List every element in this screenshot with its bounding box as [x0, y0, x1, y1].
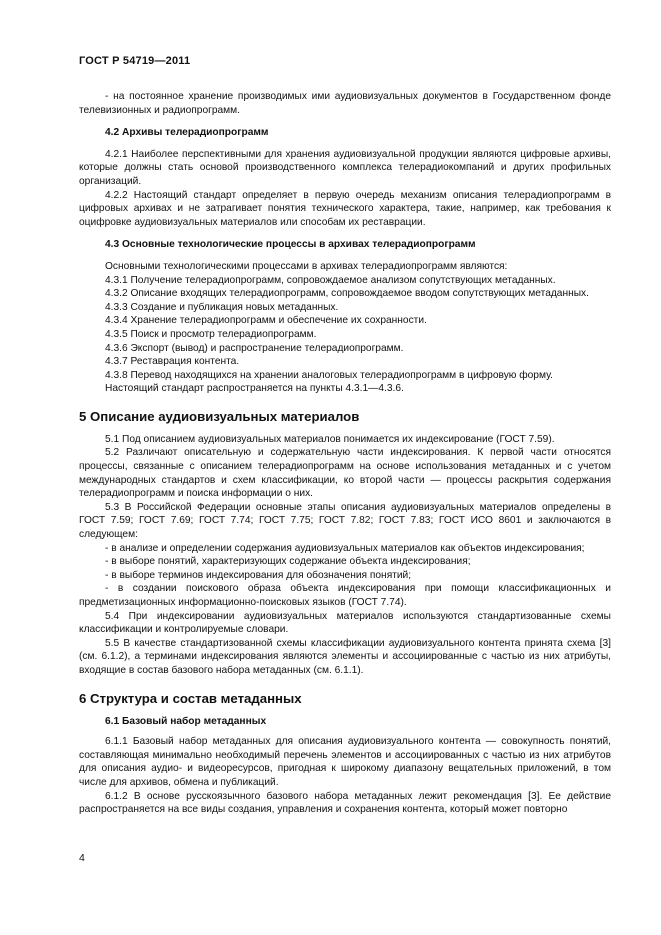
paragraph-4-3-3: 4.3.3 Создание и публикация новых метаданных. — [105, 301, 339, 313]
paragraph-4-2-1: 4.2.1 Наиболее перспективными для хранения аудиовизуальной продукции являются цифровые архивы, которые должны стать основой производственного комплекса телерадиокомпаний и других профильных организаций. — [79, 148, 611, 187]
paragraph-4-3-5: 4.3.5 Поиск и просмотр телерадиопрограмм. — [105, 328, 317, 340]
section-6-heading: 6 Структура и состав метаданных — [79, 690, 302, 706]
paragraph-5-3: 5.3 В Российской Федерации основные этапы описания аудиовизуальных материалов определены в ГОСТ 7.59; ГОСТ 7.69; ГОСТ 7.74; ГОСТ 7.75; ГОСТ 7.82; ГОСТ 7.83; ГОСТ ИСО 8601 и заключаются в следующем: — [79, 501, 611, 541]
paragraph-4-3-8: 4.3.8 Перевод находящихся на хранении аналоговых телерадиопрограмм в цифровую форму. — [105, 369, 553, 381]
list-item-5-3-a: - в анализе и определении содержания аудиовизуальных материалов как объектов индексирования; — [105, 542, 585, 554]
paragraph-5-4: 5.4 При индексировании аудиовизуальных материалов используются стандартизованные схемы классификации и контролируемые словари. — [79, 610, 611, 636]
document-id-header: ГОСТ Р 54719—2011 — [79, 55, 191, 67]
paragraph-6-1-1: 6.1.1 Базовый набор метаданных для описания аудиовизуального контента — совокупность понятий, составляющая минимально необходимый перечень элементов и ассоциированных с частью из них атрибутов для описания аудио- и видеоресурсов, пригодная к широкому диапазону вещательных приложений, в том числе для архивов, обмена и публикаций. — [79, 736, 611, 788]
list-item-5-3-b: - в выборе понятий, характеризующих содержание объекта индексирования; — [105, 556, 471, 568]
paragraph-5-1: 5.1 Под описанием аудиовизуальных материалов понимается их индексирование (ГОСТ 7.59). — [105, 433, 555, 445]
page-content — [79, 90, 611, 817]
page-number: 4 — [79, 852, 85, 864]
section-4-2-heading: 4.2 Архивы телерадиопрограмм — [105, 127, 269, 139]
paragraph-4-3-0: Основными технологическими процессами в архивах телерадиопрограмм являются: — [105, 260, 508, 272]
list-item-5-3-c: - в выборе терминов индексирования для обозначения понятий; — [105, 569, 412, 581]
paragraph-4-2-2: 4.2.2 Настоящий стандарт определяет в первую очередь механизм описания телерадиопрограмм в цифровых архивах и не затрагивает понятия технического характера, такие, например, как требования к оцифровке аудиовизуальных материалов или способам их реставрации. — [79, 189, 611, 228]
section-5-heading: 5 Описание аудиовизуальных материалов — [79, 408, 360, 424]
paragraph-4-3-6: 4.3.6 Экспорт (вывод) и распространение телерадиопрограмм. — [105, 342, 404, 354]
paragraph-5-5: 5.5 В качестве стандартизованной схемы классификации аудиовизуального контента принята схема [3] (см. 6.1.2), а терминами индексирования являются элементы и ассоциированные с частью из них атрибуты, входящие в состав базового набора метаданных (см. 6.1.1). — [79, 637, 611, 676]
list-item-5-3-d: - в создании поискового образа объекта индексирования при помощи классификационных и предметизационных информационно-поисковых языков (ГОСТ 7.74). — [79, 583, 611, 608]
paragraph-4-3-7: 4.3.7 Реставрация контента. — [105, 356, 240, 368]
paragraph-4-3-1: 4.3.1 Получение телерадиопрограмм, сопровождаемое анализом сопутствующих метаданных. — [105, 274, 556, 286]
section-4-3-heading: 4.3 Основные технологические процессы в архивах телерадиопрограмм — [105, 239, 476, 251]
paragraph-4-3-2: 4.3.2 Описание входящих телерадиопрограмм, сопровождаемое вводом сопутствующих метаданных. — [105, 288, 589, 300]
paragraph-4-3-4: 4.3.4 Хранение телерадиопрограмм и обеспечение их сохранности. — [105, 315, 427, 327]
paragraph-5-2: 5.2 Различают описательную и содержательную части индексирования. К первой части относятся процессы, связанные с описанием телерадиопрограмм на основе использования метаданных и с учетом международных стандартов и схем классификации, ко второй части — процессы раскрытия содержания телерадиопрограмм и поиска информации о них. — [79, 447, 611, 500]
paragraph-4-3-scope: Настоящий стандарт распространяется на пункты 4.3.1—4.3.6. — [105, 383, 404, 395]
section-6-1-heading: 6.1 Базовый набор метаданных — [105, 715, 267, 727]
paragraph-6-1-2: 6.1.2 В основе русскоязычного базового набора метаданных лежит рекомендация [3]. Ее действие распространяется на все виды создания, управления и сохранения контента, который может повторно — [79, 790, 611, 816]
intro-paragraph: - на постоянное хранение производимых ими аудиовизуальных документов в Государственном фонде телевизионных и радиопрограмм. — [79, 91, 611, 116]
